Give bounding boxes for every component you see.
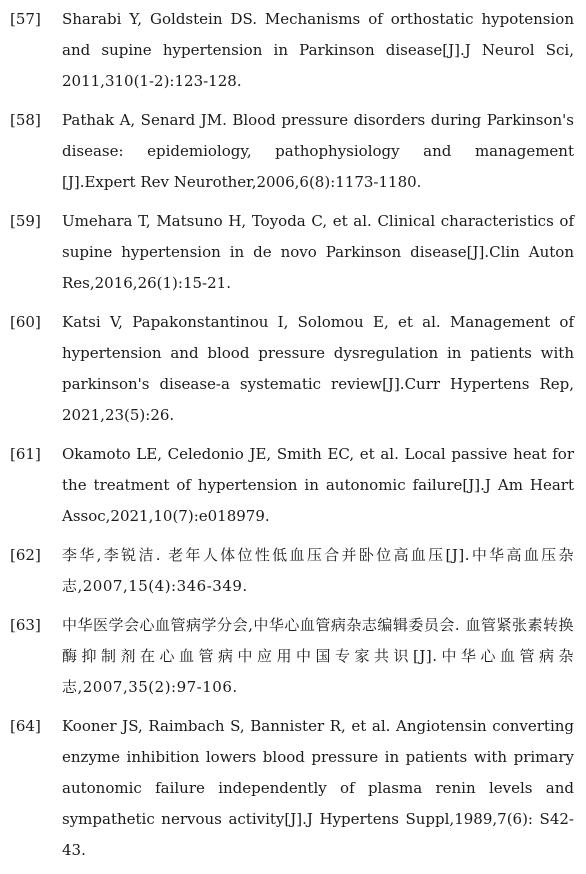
reference-number: [63]	[10, 616, 41, 634]
reference-text: Sharabi Y, Goldstein DS. Mechanisms of orthostatic hypotension and supine hypertension in Parkinson disease[J].J Neurol Sci, 2011,310(1-2):123-128.	[62, 10, 574, 90]
reference-item	[0, 307, 586, 431]
reference-number: [60]	[10, 313, 41, 331]
reference-number: [59]	[10, 212, 41, 230]
reference-text: Umehara T, Matsuno H, Toyoda C, et al. Clinical characteristics of supine hypertension in de novo Parkinson disease[J].Clin Auton Res,2016,26(1):15-21.	[62, 212, 574, 292]
reference-text: Katsi V, Papakonstantinou I, Solomou E, et al. Management of hypertension and blood pressure dysregulation in patients with parkinson's disease-a systematic review[J].Curr Hypertens Rep, 2021,23(5):26.	[62, 313, 574, 424]
reference-number: [57]	[10, 10, 41, 28]
reference-item	[0, 206, 586, 299]
reference-number: [64]	[10, 717, 41, 735]
reference-item	[0, 4, 586, 97]
reference-item	[0, 439, 586, 532]
reference-text: Kooner JS, Raimbach S, Bannister R, et al. Angiotensin converting enzyme inhibition lowers blood pressure in patients with primary autonomic failure independently of plasma renin levels and sympathetic nervous activity[J].J Hypertens Suppl,1989,7(6): S42-43.	[62, 717, 574, 859]
reference-item	[0, 711, 586, 866]
reference-item	[0, 105, 586, 198]
reference-text: 中华医学会心血管病学分会,中华心血管病杂志编辑委员会. 血管紧张素转换酶抑制剂在心血管病中应用中国专家共识[J].中华心血管病杂志,2007,35(2):97-106.	[62, 616, 574, 696]
reference-number: [62]	[10, 546, 41, 564]
reference-number: [61]	[10, 445, 41, 463]
reference-text: 李华,李锐洁. 老年人体位性低血压合并卧位高血压[J].中华高血压杂志,2007,15(4):346-349.	[62, 546, 574, 595]
reference-number: [58]	[10, 111, 41, 129]
reference-item	[0, 610, 586, 703]
reference-text: Pathak A, Senard JM. Blood pressure disorders during Parkinson's disease: epidemiology, pathophysiology and management [J].Expert Rev Neurother,2006,6(8):1173-1180.	[62, 111, 574, 191]
reference-text: Okamoto LE, Celedonio JE, Smith EC, et al. Local passive heat for the treatment of hypertension in autonomic failure[J].J Am Heart Assoc,2021,10(7):e018979.	[62, 445, 574, 525]
reference-item	[0, 540, 586, 602]
reference-list	[0, 4, 586, 874]
